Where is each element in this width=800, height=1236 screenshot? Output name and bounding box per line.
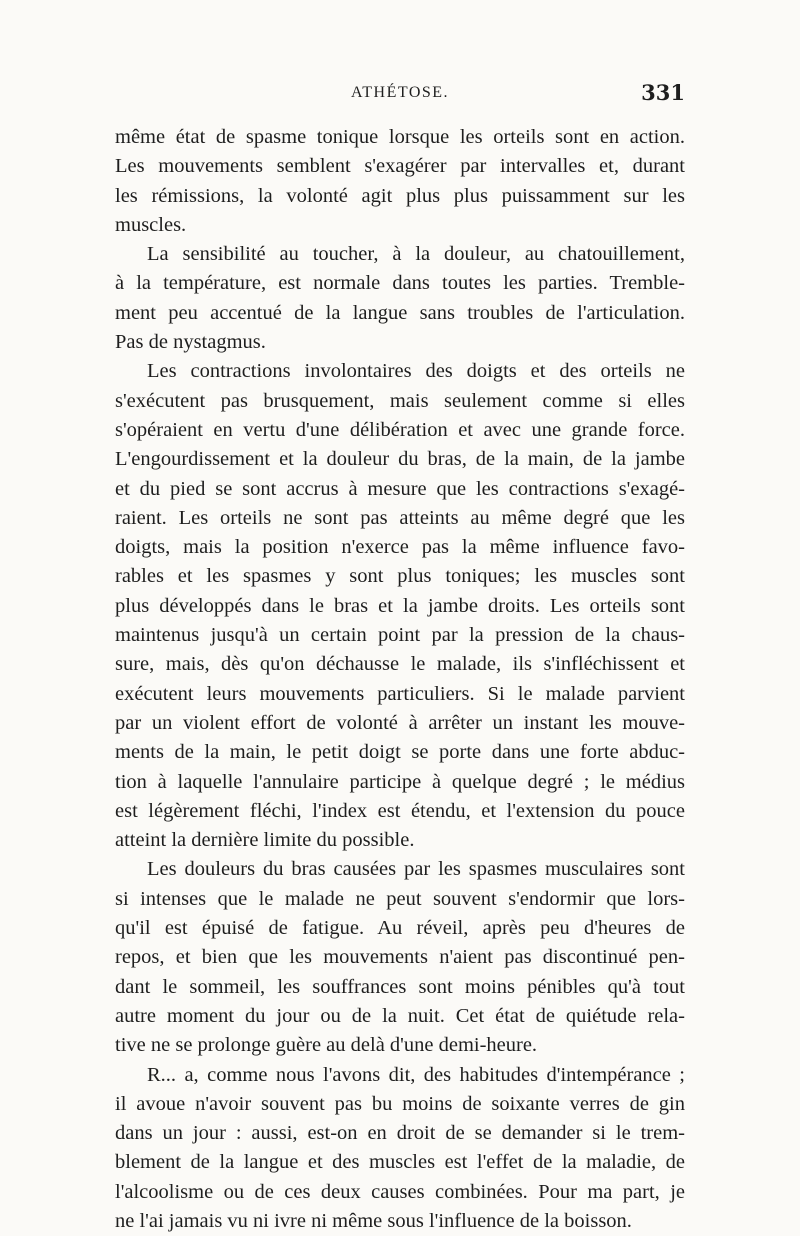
text-line: maintenus jusqu'à un certain point par la pression de la chaus- [115,621,685,650]
text-line: Pas de nystagmus. [115,328,685,357]
text-line: s'exécutent pas brusquement, mais seulement comme si elles [115,387,685,416]
text-line: raient. Les orteils ne sont pas atteints au même degré que les [115,504,685,533]
text-line: l'alcoolisme ou de ces deux causes combinées. Pour ma part, je [115,1178,685,1207]
text-line: exécutent leurs mouvements particuliers. Si le malade parvient [115,680,685,709]
text-line: s'opéraient en vertu d'une délibération et avec une grande force. [115,416,685,445]
text-line: atteint la dernière limite du possible. [115,826,685,855]
running-title: ATHÉTOSE. [115,84,685,102]
text-line: Les douleurs du bras causées par les spasmes musculaires sont [115,855,685,884]
text-line: et du pied se sont accrus à mesure que les contractions s'exagé- [115,475,685,504]
text-line: blement de la langue et des muscles est l'effet de la maladie, de [115,1148,685,1177]
page-header [115,80,685,110]
body-text [115,123,685,1236]
text-line: doigts, mais la position n'exerce pas la même influence favo- [115,533,685,562]
paragraph [115,1061,685,1236]
text-line: qu'il est épuisé de fatigue. Au réveil, après peu d'heures de [115,914,685,943]
text-line: tion à laquelle l'annulaire participe à quelque degré ; le médius [115,768,685,797]
text-line: repos, et bien que les mouvements n'aient pas discontinué pen- [115,943,685,972]
text-line: autre moment du jour ou de la nuit. Cet état de quiétude rela- [115,1002,685,1031]
text-line: Les mouvements semblent s'exagérer par intervalles et, durant [115,152,685,181]
paragraph [115,123,685,240]
text-line: si intenses que le malade ne peut souvent s'endormir que lors- [115,885,685,914]
paragraph [115,240,685,357]
text-line: ments de la main, le petit doigt se porte dans une forte abduc- [115,738,685,767]
paragraph [115,855,685,1060]
text-line: est légèrement fléchi, l'index est étendu, et l'extension du pouce [115,797,685,826]
text-line: tive ne se prolonge guère au delà d'une demi-heure. [115,1031,685,1060]
text-line: les rémissions, la volonté agit plus plus puissamment sur les [115,182,685,211]
paragraph [115,357,685,855]
text-line: La sensibilité au toucher, à la douleur, au chatouillement, [115,240,685,269]
text-line: Les contractions involontaires des doigts et des orteils ne [115,357,685,386]
text-line: ment peu accentué de la langue sans troubles de l'articulation. [115,299,685,328]
text-line: muscles. [115,211,685,240]
text-line: sure, mais, dès qu'on déchausse le malade, ils s'infléchissent et [115,650,685,679]
text-line: R... a, comme nous l'avons dit, des habitudes d'intempérance ; [115,1061,685,1090]
text-line: dant le sommeil, les souffrances sont moins pénibles qu'à tout [115,973,685,1002]
text-line: plus développés dans le bras et la jambe droits. Les orteils sont [115,592,685,621]
text-line: L'engourdissement et la douleur du bras, de la main, de la jambe [115,445,685,474]
text-line: ne l'ai jamais vu ni ivre ni même sous l'influence de la boisson. [115,1207,685,1236]
text-line: il avoue n'avoir souvent pas bu moins de soixante verres de gin [115,1090,685,1119]
text-line: à la température, est normale dans toutes les parties. Tremble- [115,269,685,298]
text-line: dans un jour : aussi, est-on en droit de se demander si le trem- [115,1119,685,1148]
text-line: même état de spasme tonique lorsque les orteils sont en action. [115,123,685,152]
text-line: rables et les spasmes y sont plus toniques; les muscles sont [115,562,685,591]
text-line: par un violent effort de volonté à arrêter un instant les mouve- [115,709,685,738]
page-number: 331 [641,80,685,105]
